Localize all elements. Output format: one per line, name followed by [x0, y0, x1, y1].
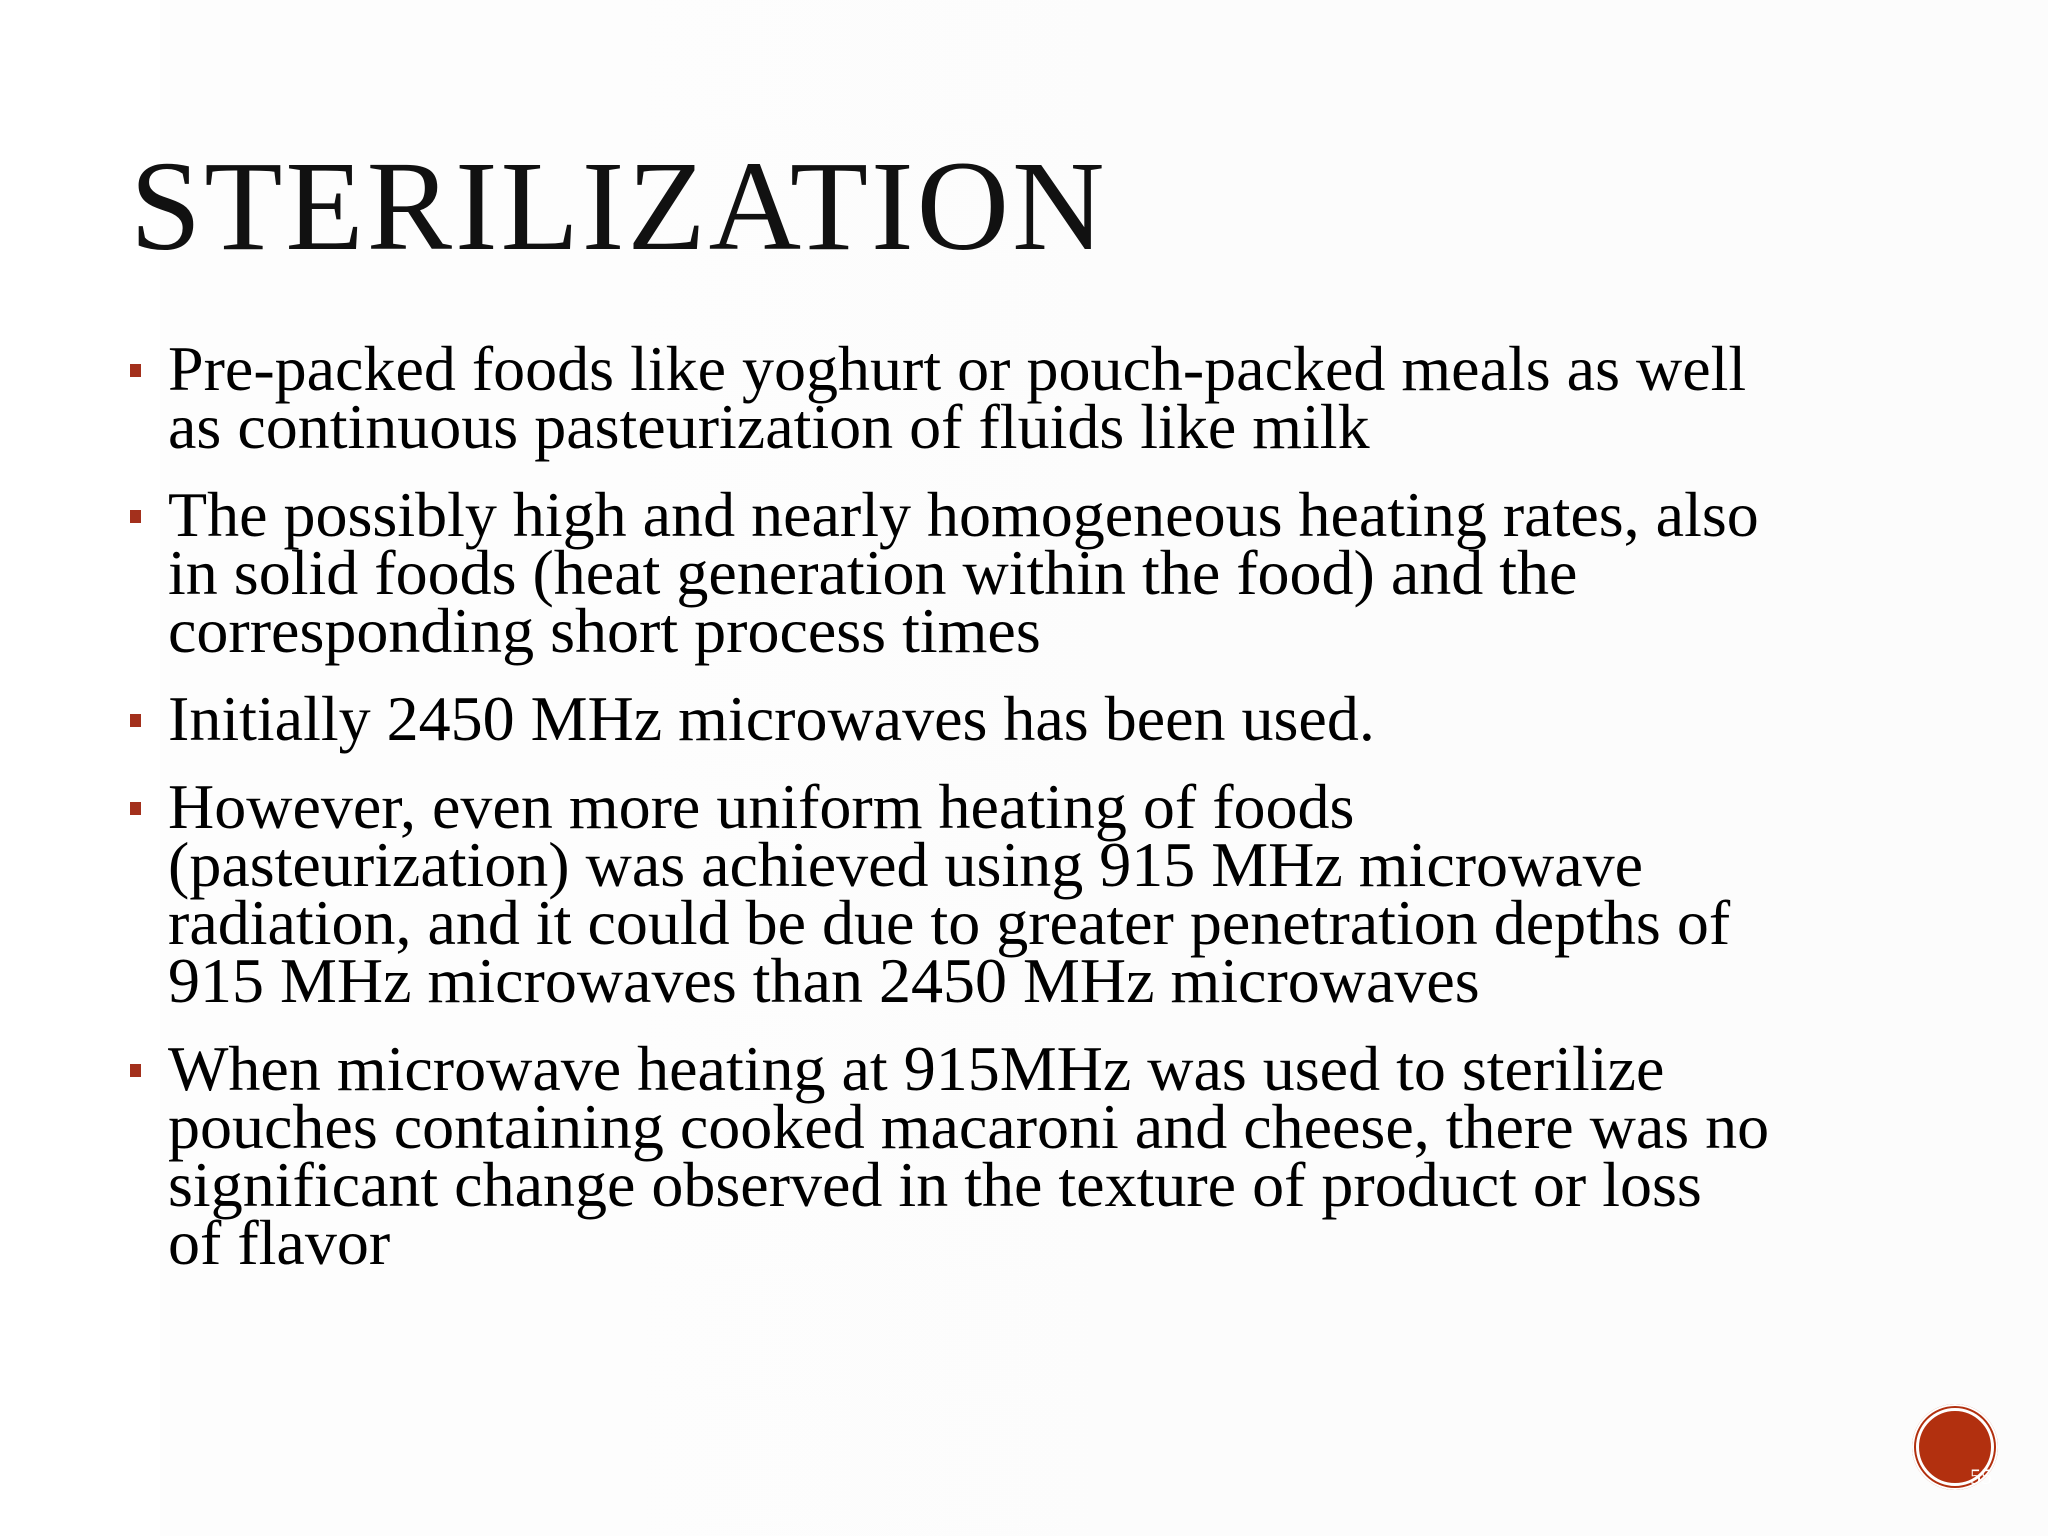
bullet-text: Pre-packed foods like yoghurt or pouch-packed meals as well as continuous pasteurization of fluids like milk [168, 333, 1747, 462]
bullet-text: The possibly high and nearly homogeneous heating rates, also in solid foods (heat generation within the food) and the corresponding short process times [168, 479, 1759, 666]
square-bullet-icon [130, 510, 141, 523]
square-bullet-icon [130, 1064, 141, 1077]
page-badge-icon [1912, 1404, 1998, 1490]
bullet-text: When microwave heating at 915MHz was used to sterilize pouches containing cooked macaroni and cheese, there was no significant change observed in the texture of product or loss of flavor [168, 1033, 1770, 1278]
square-bullet-icon [130, 364, 141, 377]
bullet-text: Initially 2450 MHz microwaves has been used. [168, 683, 1375, 754]
list-item [130, 1033, 1770, 1278]
slide-title: STERILIZATION [130, 135, 1108, 277]
list-item [130, 771, 1770, 1016]
bullet-list [130, 333, 1770, 1302]
list-item [130, 333, 1770, 462]
square-bullet-icon [130, 714, 141, 727]
list-item [130, 683, 1770, 754]
page-number: 55 [1970, 1464, 1992, 1489]
square-bullet-icon [130, 802, 141, 815]
bullet-text: However, even more uniform heating of foods (pasteurization) was achieved using 915 MHz microwave radiation, and it could be due to greater penetration depths of 915 MHz microwaves than 2450 MHz microwaves [168, 771, 1731, 1016]
list-item [130, 479, 1770, 666]
